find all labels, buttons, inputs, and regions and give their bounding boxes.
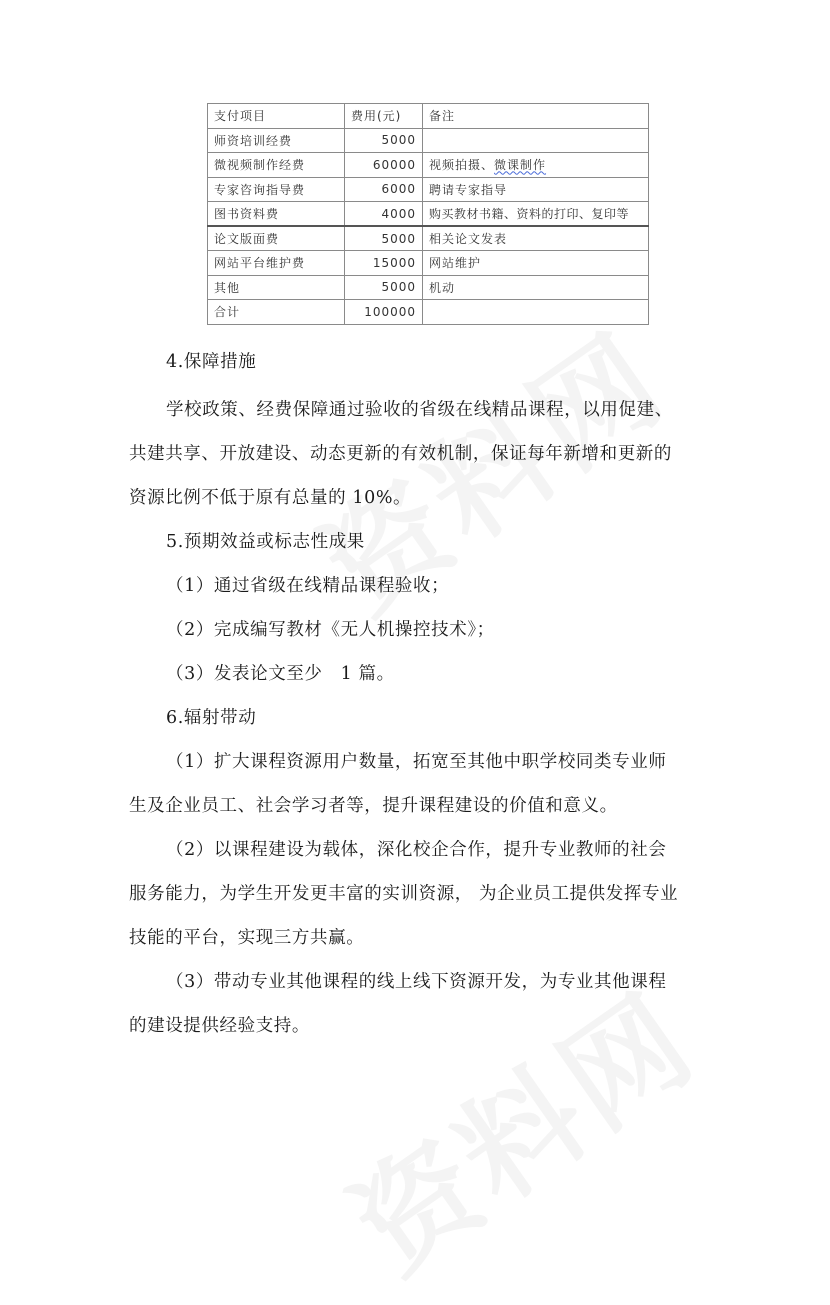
item-cell: 网站平台维护费 [208, 251, 345, 276]
section-heading: 4.保障措施 [166, 352, 257, 372]
paragraph-line: （3）带动专业其他课程的线上线下资源开发，为专业其他课程 [166, 972, 667, 992]
note-cell: 聘请专家指导 [423, 177, 649, 202]
watermark [315, 947, 723, 1305]
note-cell [423, 153, 649, 178]
item-cell: 论文版面费 [208, 226, 345, 251]
paragraph-line: 服务能力，为学生开发更丰富的实训资源， 为企业员工提供发挥专业 [129, 884, 679, 904]
paragraph-line: （2）以课程建设为载体，深化校企合作，提升专业教师的社会 [166, 840, 667, 860]
cost-cell: 15000 [345, 251, 423, 276]
column-header: 备注 [423, 104, 649, 129]
item-cell: 其他 [208, 275, 345, 300]
table-row [208, 251, 649, 276]
paragraph-line: 共建共享、开放建设、动态更新的有效机制，保证每年新增和更新的 [129, 444, 672, 464]
table-row [208, 177, 649, 202]
section-heading: 6.辐射带动 [166, 708, 257, 728]
paragraph-line: （1）扩大课程资源用户数量，拓宽至其他中职学校同类专业师 [166, 752, 667, 772]
cost-cell: 5000 [345, 226, 423, 251]
table-row [208, 202, 649, 227]
note-cell [423, 128, 649, 153]
note-cell: 网站维护 [423, 251, 649, 276]
item-cell: 专家咨询指导费 [208, 177, 345, 202]
paragraph-line: 学校政策、经费保障通过验收的省级在线精品课程，以用促建、 [166, 400, 673, 420]
cost-cell: 5000 [345, 128, 423, 153]
table-header-row [208, 104, 649, 129]
cost-cell: 60000 [345, 153, 423, 178]
item-cell: 微视频制作经费 [208, 153, 345, 178]
cost-cell: 4000 [345, 202, 423, 227]
item-cell: 师资培训经费 [208, 128, 345, 153]
item-cell: 合计 [208, 300, 345, 325]
paragraph-line: 的建设提供经验支持。 [129, 1016, 310, 1036]
note-cell: 购买教材书籍、资料的打印、复印等 [423, 202, 649, 227]
table-row [208, 128, 649, 153]
note-text: 视频拍摄、 [429, 158, 495, 173]
paragraph-line: 生及企业员工、社会学习者等，提升课程建设的价值和意义。 [129, 796, 618, 816]
table-row [208, 226, 649, 251]
budget-table [207, 103, 649, 325]
note-cell: 机动 [423, 275, 649, 300]
paragraph-line: 技能的平台，实现三方共赢。 [129, 928, 365, 948]
column-header: 费用(元) [345, 104, 423, 129]
item-cell: 图书资料费 [208, 202, 345, 227]
list-item: （2）完成编写教材《无人机操控技术》； [166, 620, 495, 640]
cost-cell: 100000 [345, 300, 423, 325]
table-row [208, 275, 649, 300]
cost-cell: 5000 [345, 275, 423, 300]
column-header: 支付项目 [208, 104, 345, 129]
list-item: （3）发表论文至少 1 篇。 [166, 664, 395, 684]
table-row [208, 153, 649, 178]
note-cell [423, 300, 649, 325]
note-cell: 相关论文发表 [423, 226, 649, 251]
list-item: （1）通过省级在线精品课程验收； [166, 576, 450, 596]
paragraph-line: 资源比例不低于原有总量的 10%。 [129, 488, 412, 508]
note-text-underlined: 微课制作 [494, 158, 547, 173]
table-total-row [208, 300, 649, 325]
cost-cell: 6000 [345, 177, 423, 202]
section-heading: 5.预期效益或标志性成果 [166, 532, 365, 552]
